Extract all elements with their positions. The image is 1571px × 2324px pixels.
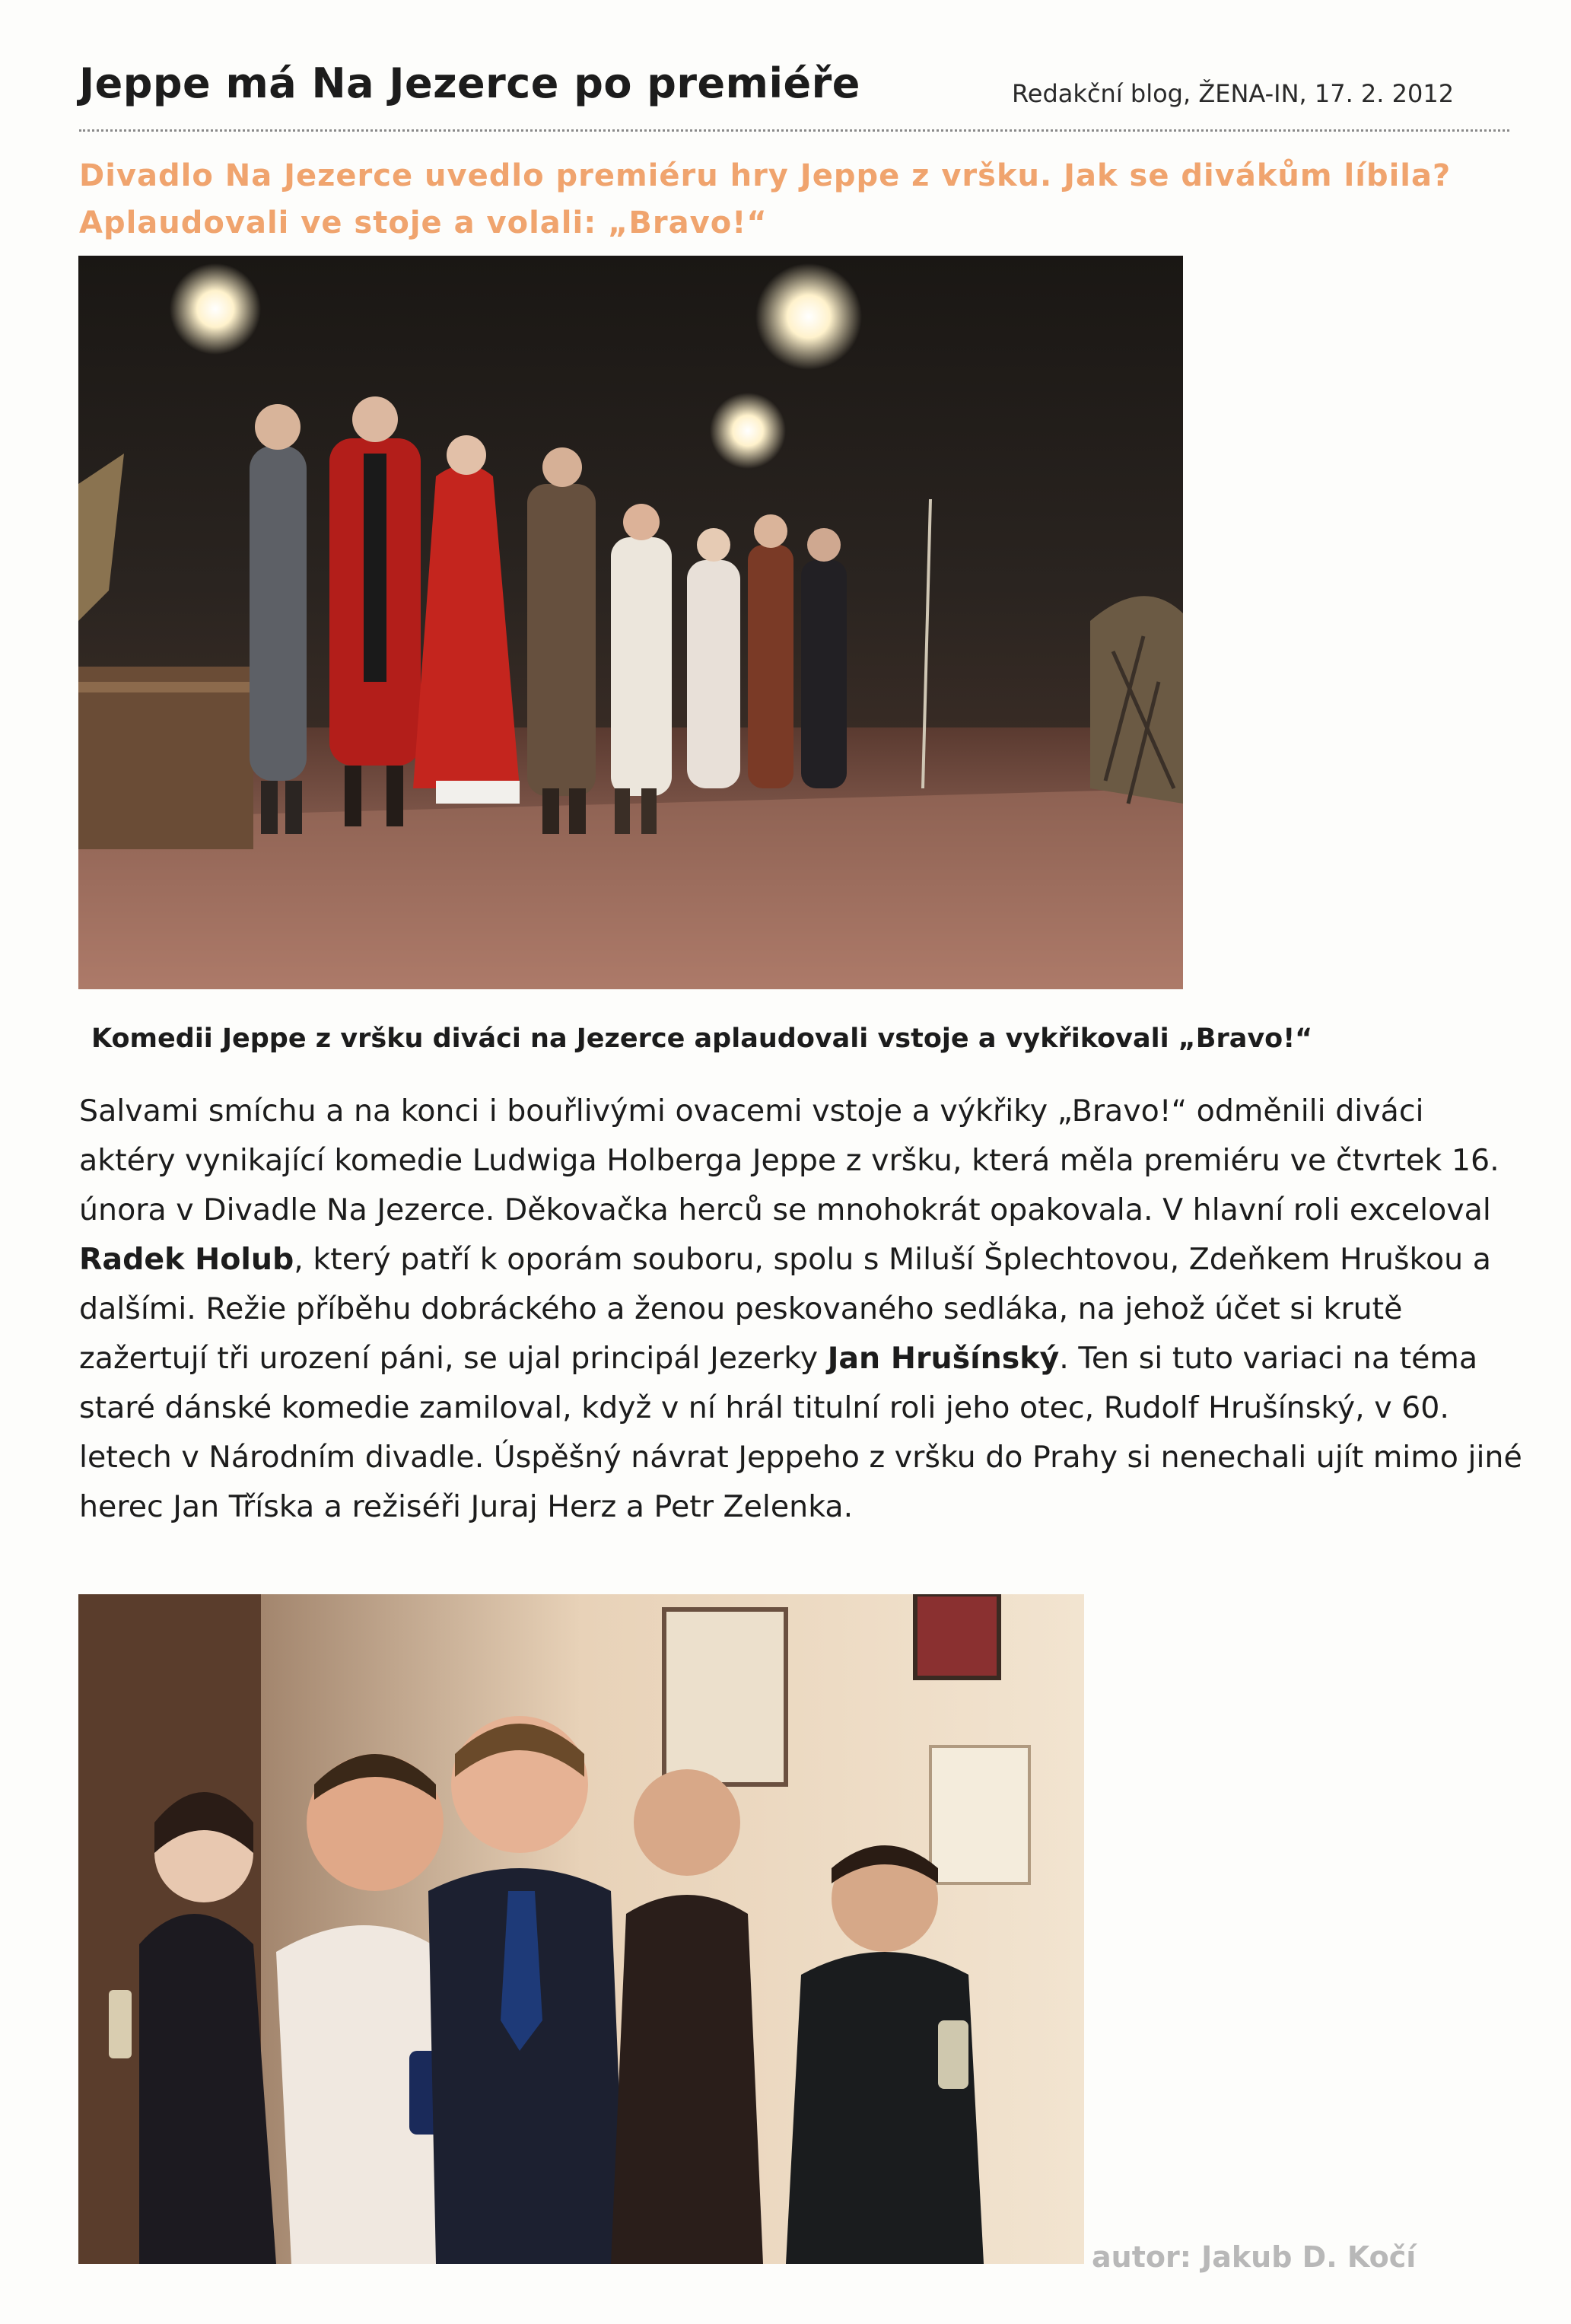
article-source: Redakční blog, ŽENA-IN, 17. 2. 2012 — [1012, 79, 1455, 108]
author-credit: autor: Jakub D. Kočí — [1092, 2240, 1417, 2274]
article-body — [79, 1087, 1525, 1532]
body-text-2: , který patří k oporám souboru, spolu s Miluší Šplechtovou, Zdeňkem Hruškou a dalšími. Režie příběhu dobráckého a ženou peskovaného sedláka, na jehož účet si krutě zažertují tři urození páni, se ujal principál Jezerky — [79, 1242, 1491, 1376]
article-lead — [79, 152, 1509, 247]
backstage-photo — [78, 1594, 1084, 2264]
lead-line-1: Divadlo Na Jezerce uvedlo premiéru hry Jeppe z vršku. Jak se divákům líbila? — [79, 158, 1452, 193]
lead-line-2: Aplaudovali ve stoje a volali: „Bravo!“ — [79, 205, 768, 240]
body-name-jan-hrusinsky: Jan Hrušínský — [827, 1341, 1060, 1376]
body-name-radek-holub: Radek Holub — [79, 1242, 294, 1277]
title-divider — [79, 129, 1509, 132]
body-text-1: Salvami smíchu a na konci i bouřlivými ovacemi vstoje a výkřiky „Bravo!“ odměnili diváci aktéry vynikající komedie Ludwiga Holberga Jeppe z vršku, která měla premiéru ve čtvrtek 16. února v Divadle Na Jezerce. Děkovačka herců se mnohokrát opakovala. V hlavní roli exceloval — [79, 1094, 1499, 1227]
stage-photo — [78, 256, 1183, 989]
photo-caption: Komedii Jeppe z vršku diváci na Jezerce aplaudovali vstoje a vykřikovali „Bravo!“ — [91, 1024, 1313, 1054]
body-text-3: . Ten si tuto variaci na téma staré dánské komedie zamiloval, když v ní hrál titulní roli jeho otec, Rudolf Hrušínský, v 60. letech v Národním divadle. Úspěšný návrat Jeppeho z vršku do Prahy si nenechali ujít mimo jiné herec Jan Tříska a režiséři Juraj Herz a Petr Zelenka. — [79, 1341, 1522, 1524]
article-title: Jeppe má Na Jezerce po premiéře — [79, 59, 860, 107]
